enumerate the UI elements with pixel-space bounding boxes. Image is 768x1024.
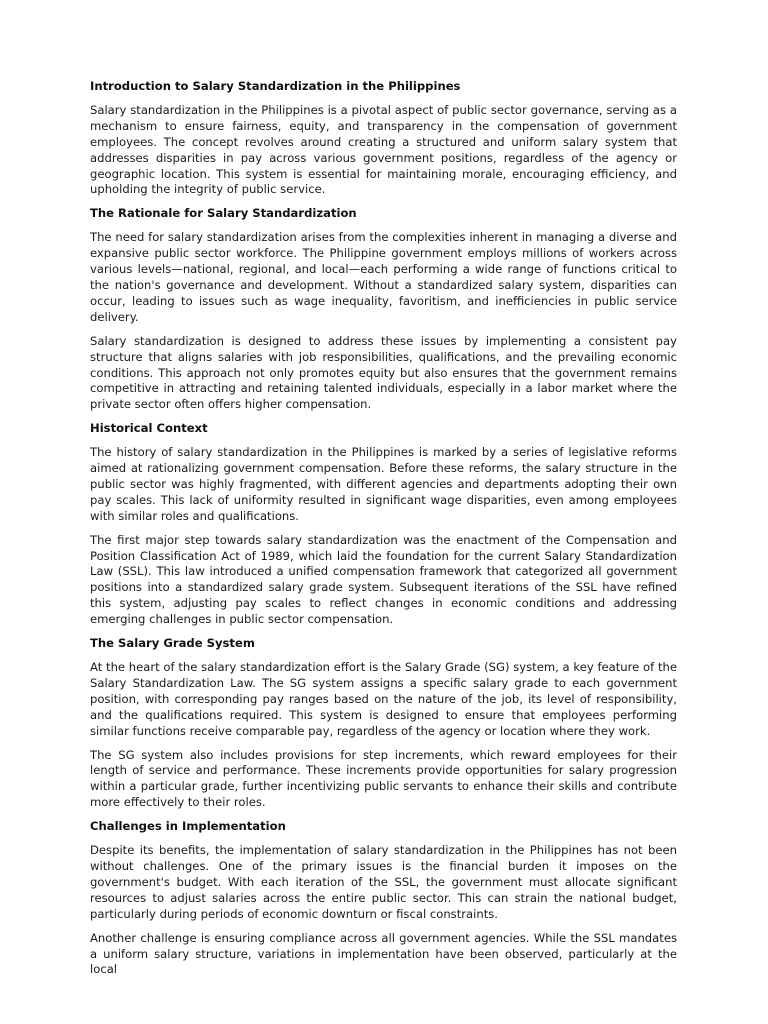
paragraph: Another challenge is ensuring compliance across all government agencies. While the SSL mandates a uniform salary structure, variations in implementation have been observed, particularly at the local — [90, 930, 677, 977]
section-salary-grade-system — [90, 636, 677, 811]
paragraph: Salary standardization is designed to address these issues by implementing a consistent pay structure that aligns salaries with job responsibilities, qualifications, and the prevailing economic conditions. This approach not only promotes equity but also ensures that the government remains competitive in attracting and retaining talented individuals, especially in a labor market where the private sector often offers higher compensation. — [90, 333, 677, 412]
section-heading: Historical Context — [90, 421, 208, 436]
section-introduction — [90, 79, 677, 198]
paragraph: Salary standardization in the Philippines is a pivotal aspect of public sector governance, serving as a mechanism to ensure fairness, equity, and transparency in the compensation of government employees. The concept revolves around creating a structured and uniform salary system that addresses disparities in pay across various government positions, regardless of the agency or geographic location. This system is essential for maintaining morale, encouraging efficiency, and upholding the integrity of public service. — [90, 102, 677, 197]
section-challenges — [90, 819, 677, 978]
section-heading: Challenges in Implementation — [90, 819, 286, 834]
paragraph: The history of salary standardization in the Philippines is marked by a series of legislative reforms aimed at rationalizing government compensation. Before these reforms, the salary structure in the public sector was highly fragmented, with different agencies and departments adopting their own pay scales. This lack of uniformity resulted in significant wage disparities, even among employees with similar roles and qualifications. — [90, 445, 677, 523]
section-historical-context — [90, 421, 677, 628]
section-rationale — [90, 206, 677, 413]
paragraph: The SG system also includes provisions for step increments, which reward employees for their length of service and performance. These increments provide opportunities for salary progression within a particular grade, further incentivizing public servants to enhance their skills and contribute more effectively to their roles. — [90, 747, 677, 810]
paragraph: Despite its benefits, the implementation of salary standardization in the Philippines has not been without challenges. One of the primary issues is the financial burden it imposes on the government's budget. With each iteration of the SSL, the government must allocate significant resources to adjust salaries across the entire public sector. This can strain the national budget, particularly during periods of economic downturn or fiscal constraints. — [90, 843, 677, 921]
section-heading: The Salary Grade System — [90, 636, 255, 651]
section-heading: The Rationale for Salary Standardization — [90, 206, 357, 221]
paragraph: The need for salary standardization arises from the complexities inherent in managing a diverse and expansive public sector workforce. The Philippine government employs millions of workers across various levels—national, regional, and local—each performing a wide range of functions critical to the nation's governance and development. Without a standardized salary system, disparities can occur, leading to issues such as wage inequality, favoritism, and inefficiencies in public service delivery. — [90, 230, 677, 324]
paragraph: The first major step towards salary standardization was the enactment of the Compensation and Position Classification Act of 1989, which laid the foundation for the current Salary Standardization Law (SSL). This law introduced a unified compensation framework that categorized all government positions into a standardized salary grade system. Subsequent iterations of the SSL have refined this system, adjusting pay scales to reflect changes in economic conditions and addressing emerging challenges in public sector compensation. — [90, 532, 677, 627]
paragraph: At the heart of the salary standardization effort is the Salary Grade (SG) system, a key feature of the Salary Standardization Law. The SG system assigns a specific salary grade to each government position, with corresponding pay ranges based on the nature of the job, its level of responsibility, and the qualifications required. This system is designed to ensure that employees performing similar functions receive comparable pay, regardless of the agency or location where they work. — [90, 660, 677, 738]
document-page — [90, 79, 677, 1024]
section-heading: Introduction to Salary Standardization in the Philippines — [90, 79, 461, 93]
